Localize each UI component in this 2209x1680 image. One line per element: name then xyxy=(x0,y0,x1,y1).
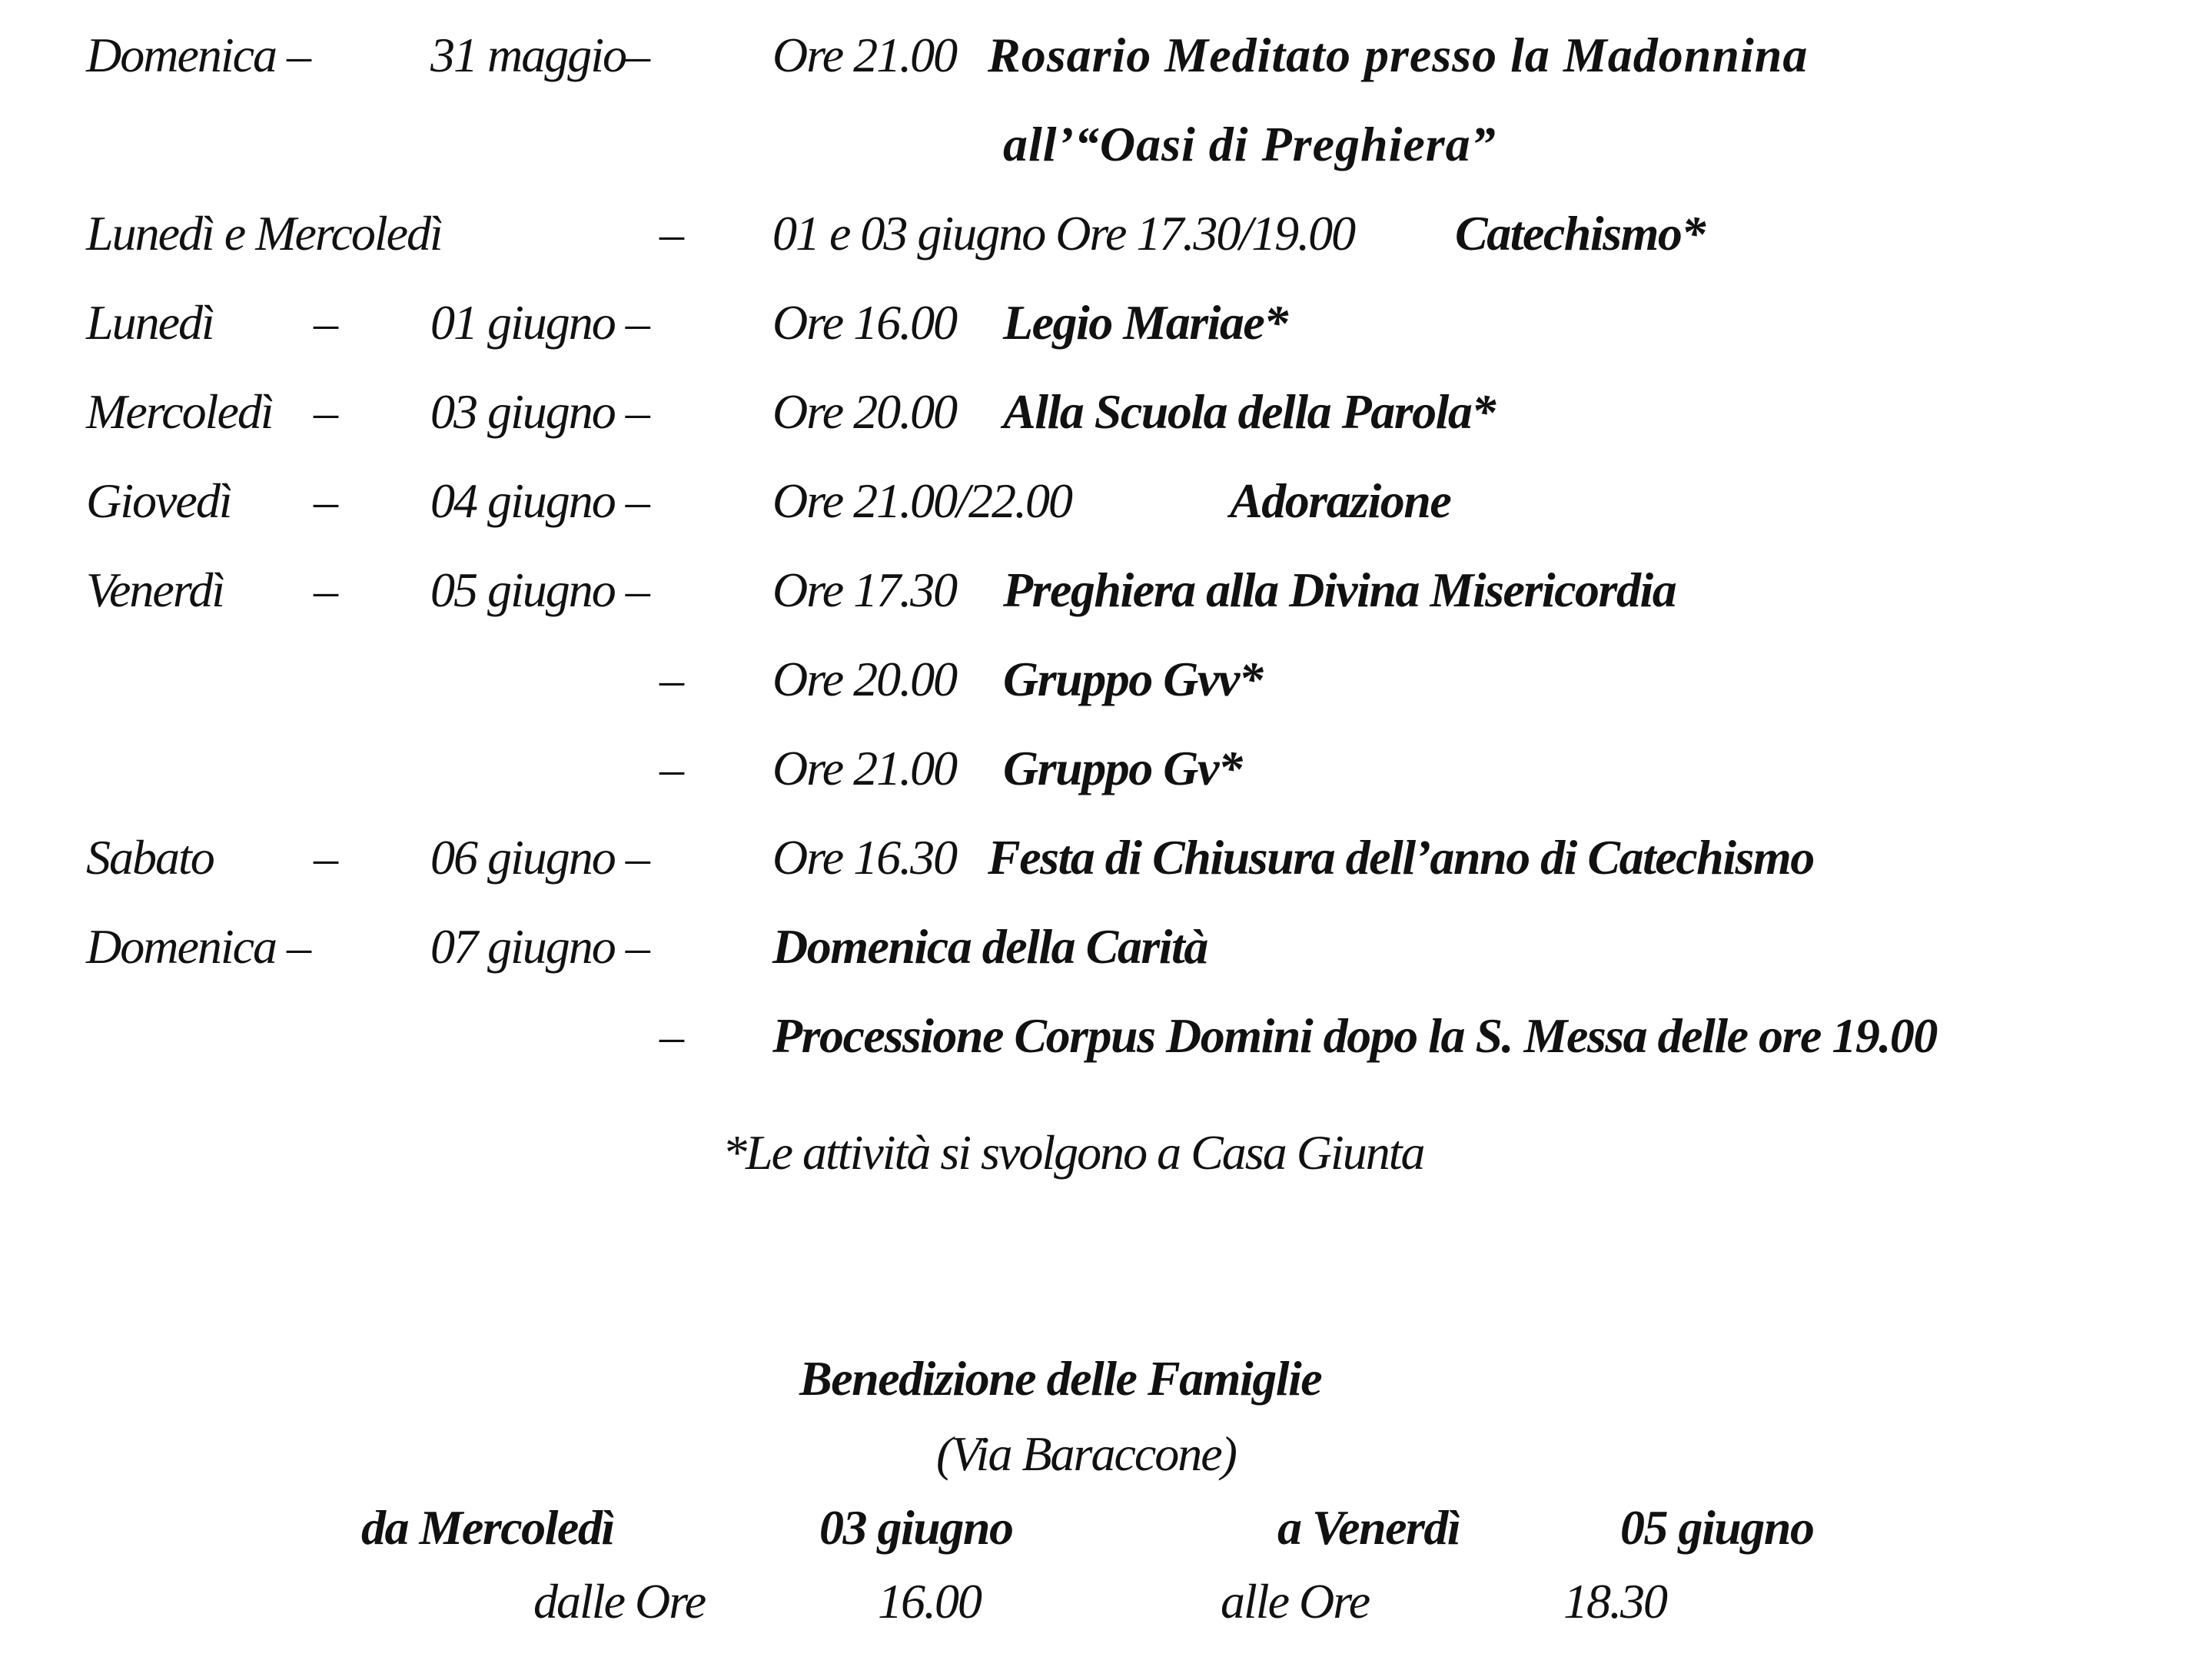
blessing-start-label: dalle Ore xyxy=(533,1574,706,1629)
row-dash: – xyxy=(314,295,337,350)
row-time: Ore 21.00/22.00 xyxy=(772,473,1071,528)
row-day: Lunedì xyxy=(86,295,214,350)
blessing-start-time: 16.00 xyxy=(878,1574,981,1629)
blessing-end-label: alle Ore xyxy=(1221,1574,1370,1629)
row-date: 31 maggio– xyxy=(430,28,649,82)
row-event: Legio Mariae* xyxy=(1003,295,1287,350)
row-dash: – xyxy=(659,206,683,261)
row-dash: – xyxy=(314,473,337,528)
row-date: 01 giugno – xyxy=(430,295,649,350)
row-time: Ore 16.30 xyxy=(772,830,957,885)
row-dash: – xyxy=(659,1008,683,1063)
row-event: Preghiera alla Divina Misericordia xyxy=(1003,563,1676,617)
blessing-end-time: 18.30 xyxy=(1563,1574,1666,1629)
row-time: 01 e 03 giugno Ore 17.30/19.00 xyxy=(772,206,1355,261)
row-day: Venerdì xyxy=(86,563,224,617)
row-day: Domenica – xyxy=(86,919,311,974)
row-dash: – xyxy=(659,741,683,795)
row-event: Festa di Chiusura dell’anno di Catechismo xyxy=(988,830,1814,885)
row-time: Ore 16.00 xyxy=(772,295,957,350)
row-event: Catechismo* xyxy=(1455,206,1705,261)
row-time: Ore 21.00 xyxy=(772,28,957,82)
row-event: Domenica della Carità xyxy=(772,919,1207,974)
blessing-from-date: 03 giugno xyxy=(819,1500,1013,1555)
row-day: Sabato xyxy=(86,830,214,885)
row-day: Giovedì xyxy=(86,473,231,528)
row-event: Gruppo Gv* xyxy=(1003,741,1242,795)
row-day: Mercoledì xyxy=(86,384,273,439)
row-day: Lunedì e Mercoledì xyxy=(86,206,442,261)
row-event-continued: all’“Oasi di Preghiera” xyxy=(1003,117,1496,171)
row-dash: – xyxy=(314,384,337,439)
row-time: Ore 21.00 xyxy=(772,741,957,795)
row-day: Domenica – xyxy=(86,28,311,82)
footnote: *Le attività si svolgono a Casa Giunta xyxy=(722,1125,1424,1180)
row-date: 03 giugno – xyxy=(430,384,649,439)
row-dash: – xyxy=(314,830,337,885)
row-event: Rosario Meditato presso la Madonnina xyxy=(988,28,1809,82)
blessing-title: Benedizione delle Famiglie xyxy=(799,1351,1322,1406)
row-dash: – xyxy=(659,652,683,706)
blessing-street: (Via Baraccone) xyxy=(936,1426,1236,1481)
blessing-from-label: da Mercoledì xyxy=(361,1500,614,1555)
row-date: 04 giugno – xyxy=(430,473,649,528)
row-time: Ore 17.30 xyxy=(772,563,957,617)
row-time: Ore 20.00 xyxy=(772,384,957,439)
row-date: 06 giugno – xyxy=(430,830,649,885)
blessing-to-date: 05 giugno xyxy=(1620,1500,1814,1555)
row-event: Processione Corpus Domini dopo la S. Messa delle ore 19.00 xyxy=(772,1008,1937,1063)
row-date: 05 giugno – xyxy=(430,563,649,617)
row-event: Alla Scuola della Parola* xyxy=(1003,384,1495,439)
row-date: 07 giugno – xyxy=(430,919,649,974)
row-event: Gruppo Gvv* xyxy=(1003,652,1263,706)
row-event: Adorazione xyxy=(1230,473,1451,528)
blessing-to-label: a Venerdì xyxy=(1277,1500,1460,1555)
row-time: Ore 20.00 xyxy=(772,652,957,706)
row-dash: – xyxy=(314,563,337,617)
